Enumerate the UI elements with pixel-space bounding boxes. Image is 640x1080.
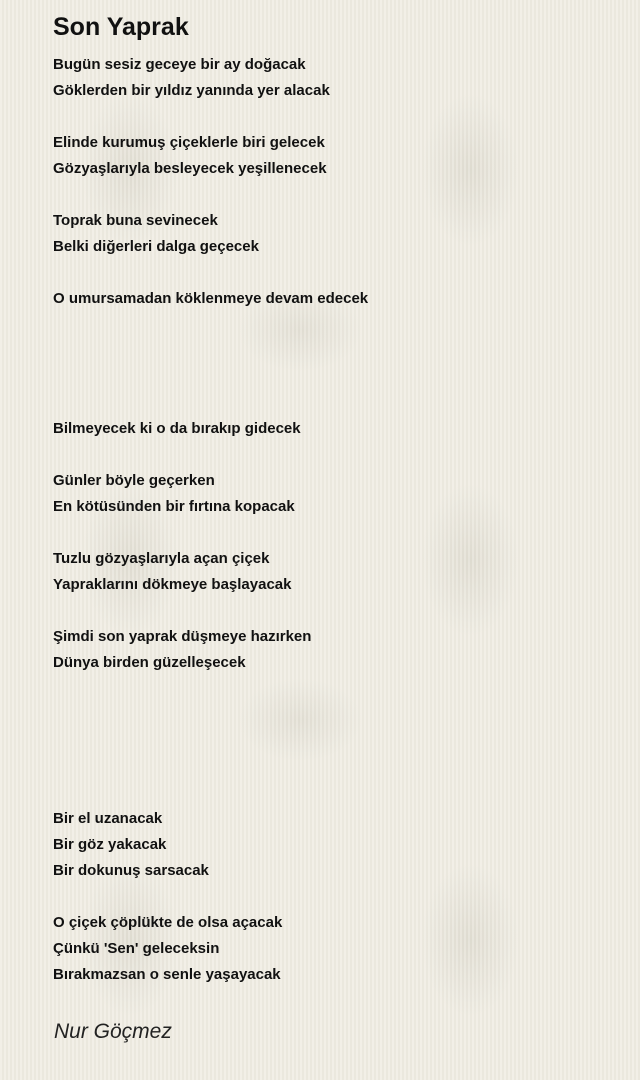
stanza-break: [53, 312, 613, 338]
stanza-break: [53, 598, 613, 624]
stanza-break: [53, 442, 613, 468]
poem-line: Tuzlu gözyaşlarıyla açan çiçek: [53, 550, 270, 567]
poem-line: Bir el uzanacak: [53, 810, 163, 827]
poem-line: Gözyaşlarıyla besleyecek yeşillenecek: [53, 160, 327, 177]
poem-line: Yapraklarını dökmeye başlayacak: [53, 576, 292, 593]
stanza-break: [53, 728, 613, 754]
poem-title: Son Yaprak: [53, 13, 189, 41]
stanza-break: [53, 338, 613, 364]
stanza-break: [53, 520, 613, 546]
stanza-break: [53, 884, 613, 910]
stanza-break: [53, 702, 613, 728]
poem-line: Bilmeyecek ki o da bırakıp gidecek: [53, 420, 301, 437]
poem-line: Bir dokunuş sarsacak: [53, 862, 209, 879]
poem-line: Bir göz yakacak: [53, 836, 167, 853]
poem-line: Bırakmazsan o senle yaşayacak: [53, 966, 281, 983]
stanza-break: [53, 754, 613, 780]
poem-line: Toprak buna sevinecek: [53, 212, 218, 229]
poem-line: Göklerden bir yıldız yanında yer alacak: [53, 82, 330, 99]
poem-line: O çiçek çöplükte de olsa açacak: [53, 914, 283, 931]
poem-line: Çünkü 'Sen' geleceksin: [53, 940, 220, 957]
poem-body: [53, 52, 613, 988]
poem-line: Şimdi son yaprak düşmeye hazırken: [53, 628, 312, 645]
stanza-break: [53, 260, 613, 286]
poem-line: Günler böyle geçerken: [53, 472, 215, 489]
stanza-break: [53, 182, 613, 208]
stanza-break: [53, 780, 613, 806]
poem-line: Dünya birden güzelleşecek: [53, 654, 246, 671]
poem-line: Belki diğerleri dalga geçecek: [53, 238, 259, 255]
stanza-break: [53, 390, 613, 416]
poem-line: En kötüsünden bir fırtına kopacak: [53, 498, 295, 515]
poem-line: Elinde kurumuş çiçeklerle biri gelecek: [53, 134, 325, 151]
poem-line: Bugün sesiz geceye bir ay doğacak: [53, 56, 306, 73]
stanza-break: [53, 364, 613, 390]
stanza-break: [53, 104, 613, 130]
stanza-break: [53, 676, 613, 702]
poem-author: Nur Göçmez: [54, 1020, 172, 1043]
poem-line: O umursamadan köklenmeye devam edecek: [53, 290, 369, 307]
